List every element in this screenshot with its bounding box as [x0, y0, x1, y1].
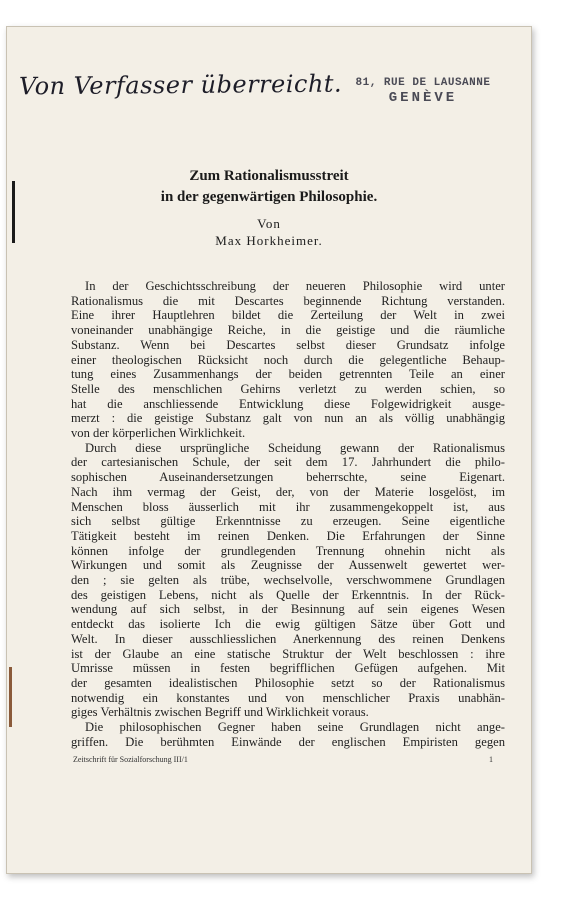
text-line: einer theologischen Rücksicht noch durch die gelegentliche Behaup- — [71, 352, 505, 367]
text-line: Nach ihm vermag der Geist, der, von der Materie losgelöst, im — [71, 484, 505, 499]
text-line: notwendig ein konstantes und von menschlicher Praxis unabhän- — [71, 690, 505, 705]
text-line: Durch diese ursprüngliche Scheidung gewann der Rationalismus — [85, 440, 505, 455]
text-line: ist der Glaube an eine statische Struktur der Welt beschlossen : ihre — [71, 646, 505, 661]
text-line: tung eines Zusammenhangs der beiden getrennten Teile an einer — [71, 367, 505, 382]
address-stamp — [353, 77, 493, 106]
text-line: Menschen bloss äusserlich mit ihr zusammengekoppelt ist, aus — [71, 499, 505, 514]
byline-prefix: Von — [257, 216, 281, 231]
text-line: Stelle des menschlichen Gehirns verletzt zu werden schien, so — [71, 381, 505, 396]
page-footer — [73, 755, 503, 764]
text-line: des geistigen Lebens, nicht als Quelle der Erkenntnis. In der Rück- — [71, 587, 505, 602]
text-line: Die philosophischen Gegner haben seine Grundlagen nicht ange- — [85, 720, 505, 735]
text-line: Rationalismus die mit Descartes beginnende Richtung verstanden. — [71, 293, 505, 308]
text-line: können infolge der grundlegenden Trennung ohnehin nicht als — [71, 543, 505, 558]
text-line: Substanz. Wenn bei Descartes selbst dieser Grundsatz infolge — [71, 337, 505, 352]
text-line: wendung auf sich selbst, in der Besinnung auf sein eigenes Wesen — [71, 602, 505, 617]
handwritten-dedication: Von Verfasser überreicht. — [18, 69, 343, 101]
text-line: merzt : die geistige Substanz galt von nun an als völlig unabhängig — [71, 411, 505, 426]
author-name: Max Horkheimer. — [215, 233, 323, 248]
stamp-street: 81, RUE DE LAUSANNE — [355, 77, 491, 89]
text-line: Welt. In dieser ausschliesslichen Anerkennung des reinen Denkens — [71, 631, 505, 646]
text-line: Umrisse müssen in festen begrifflichen Gefügen aufgehen. Mit — [71, 661, 505, 676]
text-line: der gesamten idealistischen Philosophie setzt so der Rationalismus — [71, 675, 505, 690]
text-line: der cartesianischen Schule, der seit dem 17. Jahrhundert die philo- — [71, 455, 505, 470]
binding-mark-bottom — [9, 667, 12, 727]
stamp-city: GENÈVE — [388, 89, 458, 106]
text-line: entdeckt das isolierte Ich die ewig gültigen Sätze über Gott und — [71, 617, 505, 632]
journal-reference: Zeitschrift für Sozialforschung III/1 — [73, 755, 188, 764]
text-line: In der Geschichtsschreibung der neueren Philosophie wird unter — [85, 279, 505, 293]
text-line: sophischen Auseinandersetzungen beherrschte, seine Eigenart. — [71, 470, 505, 485]
text-line: von der körperlichen Wirklichkeit. — [71, 426, 246, 441]
text-line: Wirkungen und somit als Zeugnisse der Aussenwelt gewertet wer- — [71, 558, 505, 573]
document-page — [6, 26, 532, 874]
text-line: Eine ihrer Hauptlehren bildet die Zerteilung der Welt in zwei — [71, 308, 505, 323]
text-line: hat die anschliessende Entwicklung diese Folgewidrigkeit ausge- — [71, 396, 505, 411]
text-line: griffen. Die berühmten Einwände der englischen Empiristen gegen — [71, 734, 505, 749]
text-line: giges Verhältnis zwischen Begriff und Wirklichkeit voraus. — [71, 705, 369, 720]
body-text — [71, 279, 505, 750]
text-line: sich selbst gültige Erkenntnisse zu erzeugen. Seine eigentliche — [71, 514, 505, 529]
text-line: Tätigkeit besteht im reinen Denken. Die Erfahrungen der Sinne — [71, 528, 505, 543]
text-line: den ; sie gelten als trübe, wechselvolle, verschwommene Grundlagen — [71, 573, 505, 588]
text-line: voneinander unabhängige Reiche, in die geistige und die räumliche — [71, 323, 505, 338]
title-line-2: in der gegenwärtigen Philosophie. — [160, 189, 378, 205]
page-number: 1 — [489, 755, 493, 764]
title-line-1: Zum Rationalismusstreit — [189, 168, 349, 184]
